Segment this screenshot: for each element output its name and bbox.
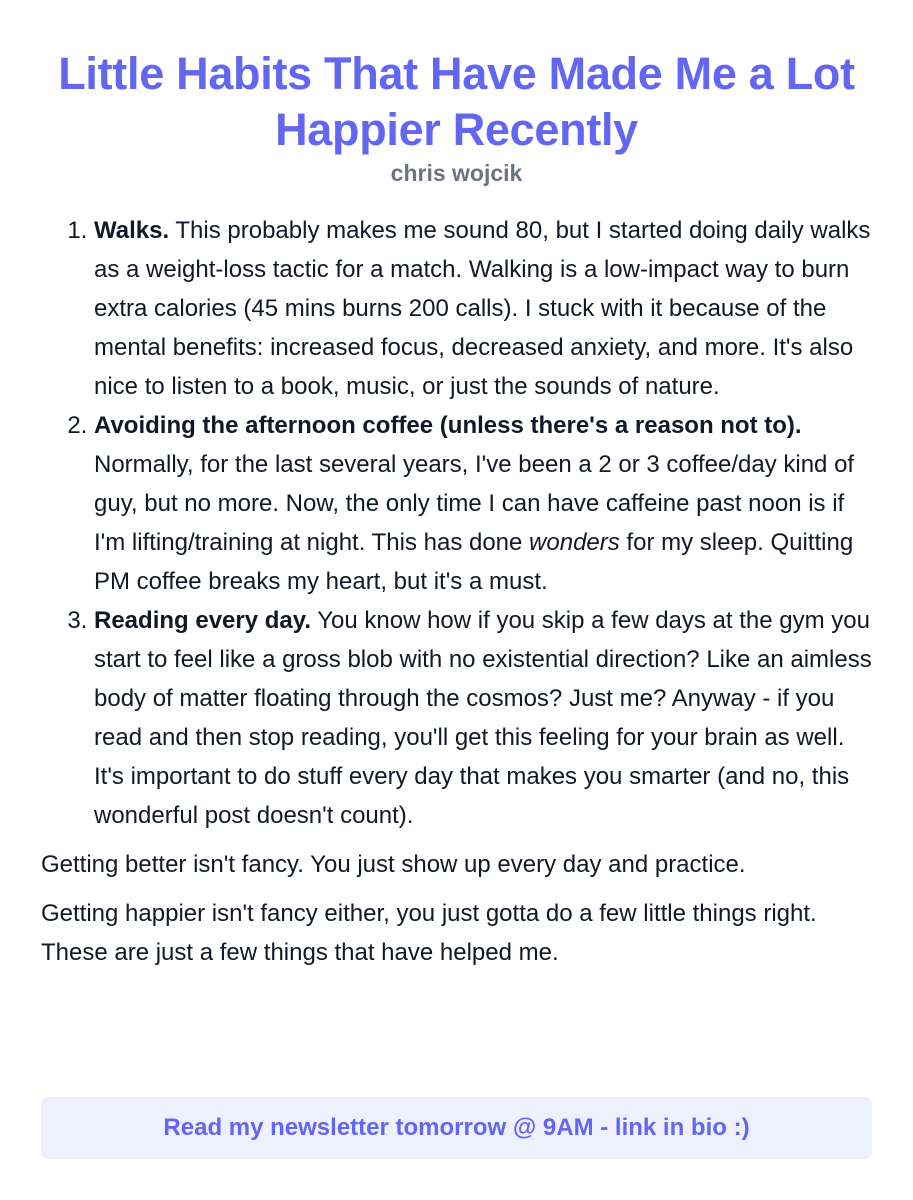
newsletter-banner: Read my newsletter tomorrow @ 9AM - link in bio :) bbox=[41, 1097, 872, 1159]
habit-title: Reading every day. bbox=[94, 607, 311, 634]
list-item-walks bbox=[94, 211, 872, 406]
habit-title: Avoiding the afternoon coffee (unless there's a reason not to). bbox=[94, 412, 802, 439]
habit-body: You know how if you skip a few days at the gym you start to feel like a gross blob with no existential direction? Like an aimless body of matter floating through the cosmos? Just me? Anyway - if you read and then stop reading, you'll get this feeling for your brain as well. It's important to do stuff every day that makes you smarter (and no, this wonderful post doesn't count). bbox=[94, 607, 872, 829]
author-name: chris wojcik bbox=[390, 160, 523, 186]
post-title: Little Habits That Have Made Me a Lot Happier Recently bbox=[58, 48, 855, 155]
habit-title: Walks. bbox=[94, 217, 170, 244]
habit-body: This probably makes me sound 80, but I started doing daily walks as a weight-loss tactic for a match. Walking is a low-impact way to burn extra calories (45 mins burns 200 calls). I stuck with it because of the mental benefits: increased focus, decreased anxiety, and more. It's also nice to listen to a book, music, or just the sounds of nature. bbox=[94, 217, 871, 400]
habit-emphasis: wonders bbox=[529, 529, 620, 556]
habit-body: Normally, for the last several years, I've been a 2 or 3 coffee/day kind of guy, but no more. Now, the only time I can have caffeine past noon is if I'm lifting/training at night. This has done bbox=[94, 451, 855, 556]
habits-list bbox=[41, 211, 872, 835]
habit-body: for my sleep. Quitting PM coffee breaks my heart, but it's a must. bbox=[94, 529, 854, 595]
closing-paragraph: Getting better isn't fancy. You just show up every day and practice. bbox=[41, 851, 746, 878]
closing-paragraph: Getting happier isn't fancy either, you just gotta do a few little things right. These are just a few things that have helped me. bbox=[41, 900, 817, 966]
list-item-reading bbox=[94, 601, 872, 835]
list-item-coffee bbox=[94, 406, 872, 601]
